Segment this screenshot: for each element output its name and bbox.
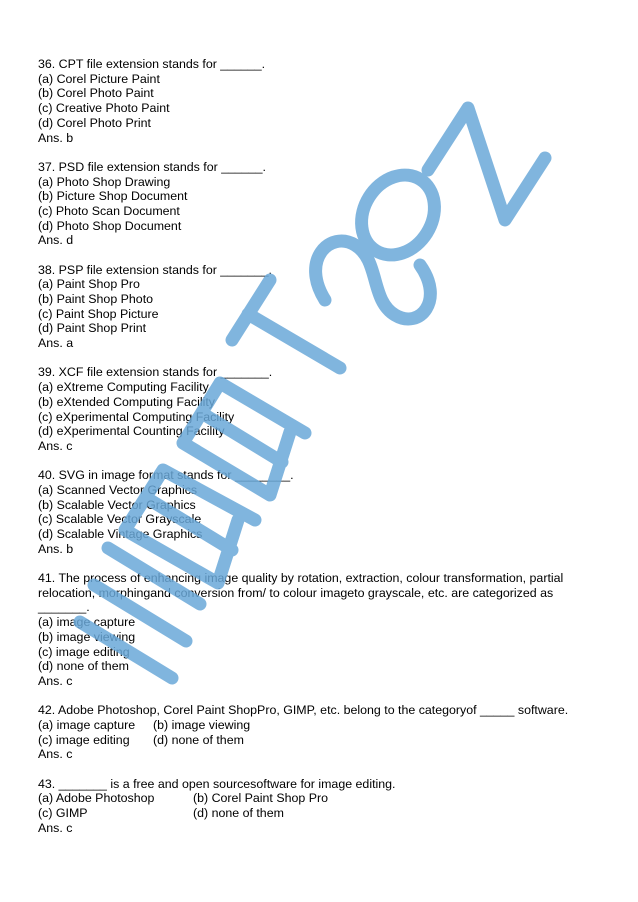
option: (a) Paint Shop Pro [38, 277, 140, 292]
option: (a) eXtreme Computing Facility [38, 380, 209, 395]
option: (b) Picture Shop Document [38, 189, 188, 204]
option: (b) eXtended Computing Facility [38, 394, 215, 409]
option: (d) none of them [153, 732, 244, 747]
question-40 [38, 468, 608, 556]
document-page [38, 57, 608, 850]
question-text: 37. PSD file extension stands for ______. [38, 159, 266, 174]
question-37 [38, 160, 608, 248]
option: (c) Creative Photo Paint [38, 101, 170, 116]
option: (d) Scalable Vintage Graphics [38, 527, 203, 542]
question-39 [38, 365, 608, 453]
option: (a) Scanned Vector Graphics [38, 482, 198, 497]
question-text: 43. _______ is a free and open sourcesoftware for image editing. [38, 776, 396, 791]
option: (c) Scalable Vector Grayscale [38, 512, 202, 527]
option-row [38, 733, 608, 748]
option: (d) Photo Shop Document [38, 218, 182, 233]
question-42 [38, 703, 608, 762]
option: (d) none of them [38, 659, 129, 674]
option: (c) image editing [38, 732, 130, 747]
answer: Ans. a [38, 336, 74, 351]
option: (a) image capture [38, 717, 136, 732]
question-38 [38, 263, 608, 351]
option-row [38, 806, 608, 821]
question-43 [38, 777, 608, 836]
option: (c) Photo Scan Document [38, 203, 180, 218]
option: (b) image viewing [38, 629, 136, 644]
option: (a) Adobe Photoshop [38, 791, 155, 806]
option: (a) Photo Shop Drawing [38, 174, 171, 189]
option: (b) Paint Shop Photo [38, 292, 154, 307]
question-41 [38, 571, 608, 689]
option: (a) Corel Picture Paint [38, 71, 160, 86]
question-text: 39. XCF file extension stands for _______. [38, 365, 273, 380]
question-text: 42. Adobe Photoshop, Corel Paint ShopPro, GIMP, etc. belong to the categoryof _____ software. [38, 703, 569, 718]
option: (d) Corel Photo Print [38, 115, 151, 130]
option: (c) eXperimental Computing Facility [38, 409, 235, 424]
option: (c) Paint Shop Picture [38, 306, 159, 321]
answer: Ans. b [38, 541, 74, 556]
option: (d) Paint Shop Print [38, 321, 147, 336]
option: (c) image editing [38, 644, 130, 659]
option-row [38, 791, 608, 806]
option: (c) GIMP [38, 806, 88, 821]
option-row [38, 718, 608, 733]
question-text-line: _______. [38, 600, 90, 615]
question-text: 38. PSP file extension stands for _______. [38, 262, 272, 277]
question-text: 36. CPT file extension stands for ______. [38, 57, 266, 71]
question-text-line: relocation, morphingand conversion from/ to colour imageto grayscale, etc. are categorized as [38, 585, 554, 600]
answer: Ans. d [38, 233, 74, 248]
answer: Ans. c [38, 673, 73, 688]
question-text-line: 41. The process of enhancing image quality by rotation, extraction, colour transformation, partial [38, 571, 564, 586]
option: (b) Corel Photo Paint [38, 86, 154, 101]
answer: Ans. b [38, 130, 74, 145]
option: (d) eXperimental Counting Facility [38, 424, 225, 439]
answer: Ans. c [38, 438, 73, 453]
option: (b) Scalable Vector Graphics [38, 497, 196, 512]
question-36 [38, 57, 608, 145]
option: (b) image viewing [153, 717, 251, 732]
answer: Ans. c [38, 820, 73, 835]
option: (b) Corel Paint Shop Pro [193, 791, 328, 806]
option: (d) none of them [193, 806, 284, 821]
answer: Ans. c [38, 747, 73, 762]
option: (a) image capture [38, 615, 136, 630]
question-text: 40. SVG in image format stands for ________. [38, 468, 294, 483]
